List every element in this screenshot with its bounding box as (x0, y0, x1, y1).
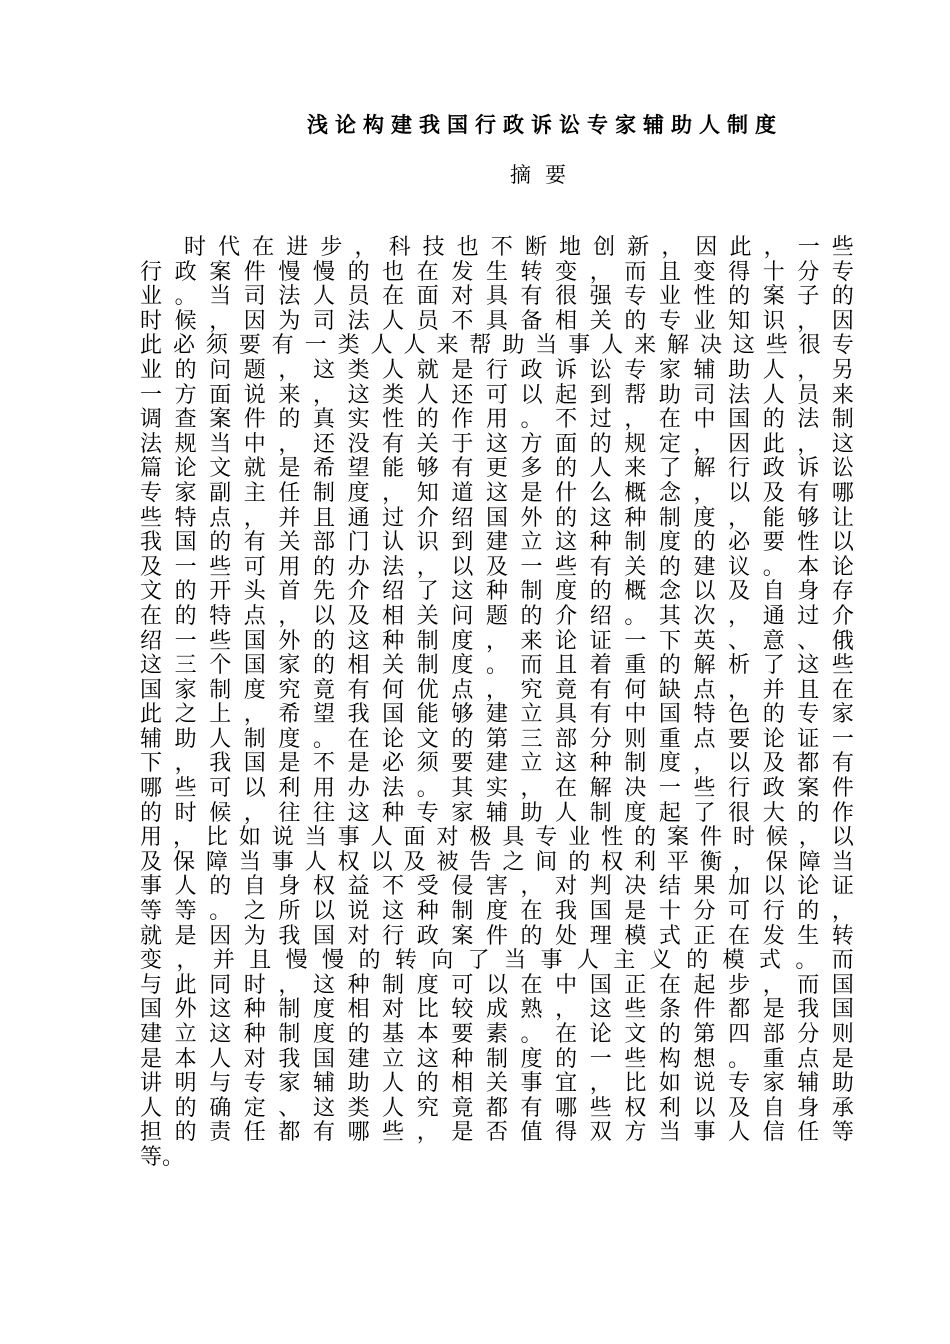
document-title: 浅论构建我国行政诉讼专家辅助人制度 (307, 113, 783, 137)
abstract-line: 建 立 这 种 制 度 的 基 本 要 素 。 在 论 文 的 第 四 部 分 则 (140, 1022, 854, 1047)
abstract-line: 事 人 的 自 身 权 益 不 受 侵 害 ， 对 判 决 结 果 加 以 论 证 (140, 874, 854, 900)
abstract-line: 些 特 点 ， 并 且 通 过 介 绍 国 外 的 这 种 制 度 ， 能 够 让 (140, 505, 854, 531)
abstract-line: 人 的 确 定 、 这 类 人 究 竟 都 有 哪 些 权 利 以 及 自 身 承 (140, 1095, 854, 1121)
abstract-line: 等 等 。 之 所 以 说 这 种 制 度 在 我 国 是 十 分 可 行 的 ， (140, 899, 854, 925)
abstract-line: 担 的 责 任 都 有 哪 些 ， 是 否 值 得 双 方 当 事 人 信 任 等 (140, 1120, 854, 1146)
abstract-line: 行 政 案 件 慢 慢 的 也 在 发 生 转 变 ， 而 且 变 得 十 分 专 (140, 259, 854, 285)
abstract-line: 辅 助 人 制 度 。 在 论 文 的 第 三 部 分 则 重 点 要 论 证 一 (140, 726, 854, 752)
abstract-heading: 摘要 (510, 163, 580, 187)
abstract-line: 时 代 在 进 步 ， 科 技 也 不 断 地 创 新 ， 因 此 ， 一 些 (184, 235, 854, 260)
abstract-line: 我 国 的 有 关 部 门 认 识 到 建 立 这 种 制 度 的 必 要 性 以 (140, 530, 854, 556)
abstract-line: 就 是 因 为 我 国 对 行 政 案 件 的 处 理 模 式 正 在 发 生 转 (140, 923, 854, 949)
abstract-line: 讲 明 与 专 家 辅 助 人 的 相 关 事 宜 ， 比 如 说 专 家 辅 助 (140, 1071, 854, 1097)
abstract-line: 绍 一 些 国 外 的 这 种 制 度 ， 来 论 证 一 下 英 、 意 、 俄 (140, 628, 854, 654)
abstract-line: 专 家 副 主 任 制 度 ， 知 道 这 是 什 么 概 念 ， 以 及 有 哪 (140, 480, 854, 506)
abstract-line: 及 一 些 可 用 的 办 法 ， 以 及 一 些 有 关 的 建 议 。 本 论 (140, 554, 854, 580)
abstract-line: 等 。 (140, 1144, 185, 1170)
abstract-line: 用 ， 比 如 说 当 事 人 面 对 极 具 专 业 性 的 案 件 时 候 ， 以 (140, 825, 854, 851)
abstract-line: 时 候 ， 因 为 司 法 人 员 不 具 备 相 关 的 专 业 知 识 ， 因 (140, 308, 854, 334)
abstract-line: 下 ， 我 国 是 不 是 必 须 要 建 立 这 种 制 度 ， 以 及 都 有 (140, 751, 854, 777)
abstract-line: 调 查 案 件 的 真 实 性 的 作 用 。 不 过 ， 在 中 国 的 法 制 (140, 407, 854, 433)
abstract-line: 与 此 同 时 ， 这 种 制 度 可 以 在 中 国 正 在 起 步 ， 而 国 (140, 972, 854, 998)
abstract-line: 业 。 当 司 法 人 员 在 面 对 具 有 很 强 专 业 性 的 案 子 的 (140, 284, 854, 310)
abstract-body (140, 236, 854, 1171)
abstract-line: 哪 些 可 以 利 用 办 法 。 其 实 ， 在 解 决 一 些 行 政 案 件 (140, 776, 854, 802)
abstract-line: 国 家 制 度 究 竟 有 何 优 点 ， 究 竟 有 何 缺 点 ， 并 且 在 (140, 677, 854, 703)
abstract-line: 在 的 特 点 ， 以 及 相 关 问 题 的 介 绍 。 其 次 ， 通 过 介 (140, 603, 854, 629)
abstract-line: 是 本 人 对 我 国 建 立 这 种 制 度 的 一 些 构 想 。 重 点 是 (140, 1046, 854, 1072)
abstract-line: 一 方 面 说 来 ， 这 类 人 还 可 以 起 到 帮 助 司 法 人 员 来 (140, 382, 854, 408)
abstract-line: 的 时 候 ， 往 往 这 种 专 家 辅 助 人 制 度 起 了 很 大 的 作 (140, 800, 854, 826)
abstract-line: 此 必 须 要 有 一 类 人 人 来 帮 助 当 事 人 来 解 决 这 些 很 专 (140, 333, 854, 359)
abstract-line: 国 外 这 种 制 度 相 对 比 较 成 熟 ， 这 些 条 件 都 是 我 国 (140, 997, 854, 1023)
abstract-line: 业 的 问 题 ， 这 类 人 就 是 行 政 诉 讼 专 家 辅 助 人 ， 另 (140, 357, 854, 383)
abstract-line: 这 三 个 国 家 的 相 关 制 度 。 而 且 着 重 的 解 析 了 这 些 (140, 653, 854, 679)
abstract-line: 文 的 开 头 首 先 介 绍 了 这 种 制 度 的 概 念 以 及 自 身 存 (140, 579, 854, 605)
abstract-line: 及 保 障 当 事 人 权 以 及 被 告 之 间 的 权 利 平 衡 ， 保 障 当 (140, 849, 854, 875)
abstract-line: 法 规 当 中 ， 还 没 有 关 于 这 方 面 的 规 定 ， 因 此 ， 这 (140, 431, 854, 457)
abstract-line: 此 之 上 ， 希 望 我 国 能 够 建 立 具 有 中 国 特 色 的 专 家 (140, 702, 854, 728)
abstract-line: 篇 论 文 就 是 希 望 能 够 有 更 多 的 人 来 了 解 行 政 诉 讼 (140, 456, 854, 482)
abstract-line: 变 ， 并 且 慢 慢 的 转 向 了 当 事 人 主 义 的 模 式 。 而 (140, 948, 854, 974)
